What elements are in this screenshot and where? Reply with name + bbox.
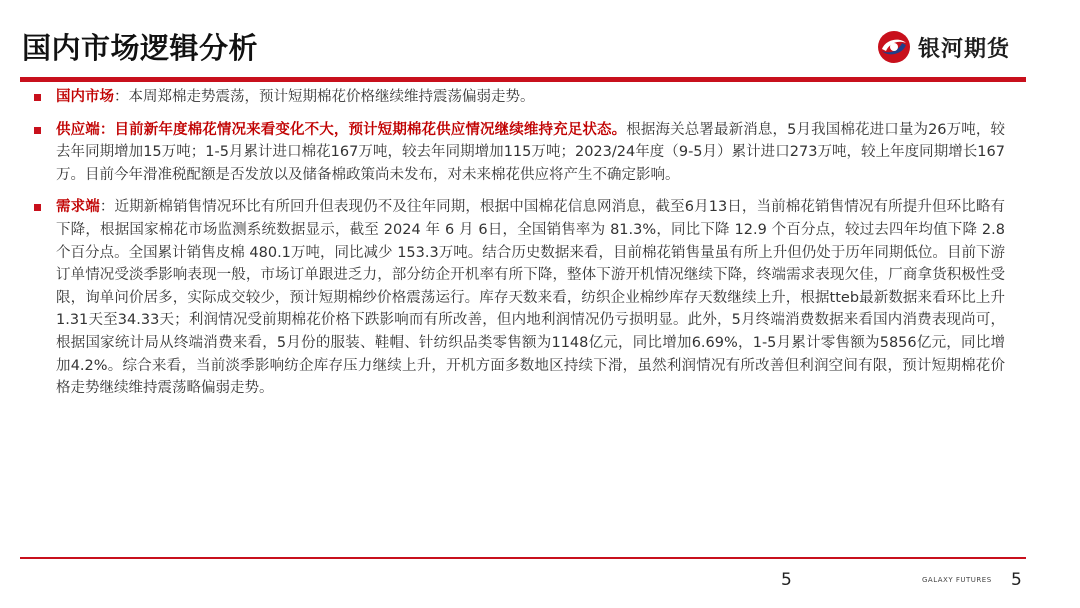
bullet-text: ：近期新棉销售情况环比有所回升但表现仍不及往年同期，根据中国棉花信息网消息，截至6月13日，当前棉花销售情况有所提升但环比略有下降，根据国家棉花市场监测系统数据显示，截至 2024 年 6 月 6日，全国销售率为 81.3%，同比下降 12.9 个百分点，较过去四年均值下降 2.8个百分点。全国累计销售皮棉 480.1万吨，同比减少 153.3万吨。结合历史数据来看，目前棉花销售量虽有所上升但仍处于历年同期低位。目前下游订单情况受淡季影响表现一般，市场订单跟进乏力，部分纺企开机率有所下降，整体下游开机情况继续下降，终端需求表现欠佳，厂商拿货积极性受限，询单问价居多，实际成交较少，预计短期棉纱价格震荡运行。库存天数来看，纺织企业棉纱库存天数继续上升，根据tteb最新数据来看环比上升1.31天至34.33天；利润情况受前期棉花价格下跌影响而有所改善，但内地利润情况仍亏损明显。此外，5月终端消费数据来看国内消费表现尚可，根据国家统计局从终端消费来看，5月份的服装、鞋帽、针纺织品类零售额为1148亿元，同比增加6.69%，1-5月累计零售额为5856亿元，同比增加4.2%。综合来看，当前淡季影响纺企库存压力继续上升，开机方面多数地区持续下滑，虽然利润情况有所改善但利润空间有限，预计短期棉花价格走势继续维持震荡略偏弱走势。 xyxy=(56,199,1006,397)
page-number: 5 xyxy=(781,570,792,590)
bullet-label: 国内市场 xyxy=(56,89,114,105)
bullet-text: ：本周郑棉走势震荡，预计短期棉花价格继续维持震荡偏弱走势。 xyxy=(114,89,535,105)
company-logo xyxy=(876,29,1036,65)
galaxy-swirl-icon xyxy=(876,29,912,65)
header-rule xyxy=(20,77,1026,82)
bullet-square-icon xyxy=(34,204,41,211)
bullet-label: 供应端 xyxy=(56,121,100,138)
bullet-label: 需求端 xyxy=(56,199,100,216)
footer-rule xyxy=(20,557,1026,559)
page-title: 国内市场逻辑分析 xyxy=(22,31,259,65)
content-body xyxy=(30,86,1005,410)
page-number-right: 5 xyxy=(1011,570,1022,590)
bullet-emphasis: ：目前新年度棉花情况来看变化不大，预计短期棉花供应情况继续维持充足状态。 xyxy=(99,121,627,138)
bullet-demand-side xyxy=(30,196,1005,399)
bullet-square-icon xyxy=(34,94,41,101)
footer-brand: GALAXY FUTURES xyxy=(922,576,992,584)
bullet-supply-side xyxy=(30,119,1005,187)
bullet-domestic-market xyxy=(30,86,1005,109)
logo-name: 银河期货 xyxy=(918,36,1011,62)
bullet-text: 根据海关总署最新消息，5月我国棉花进口量为26万吨，较去年同期增加15万吨；1-5月累计进口棉花167万吨，较去年同期增加115万吨；2023/24年度（9-5月）累计进口273万吨，较上年度同期增长167万。目前今年滑准税配额是否发放以及储备棉政策尚未发布，对未来棉花供应将产生不确定影响。 xyxy=(56,121,1006,183)
bullet-square-icon xyxy=(34,127,41,134)
